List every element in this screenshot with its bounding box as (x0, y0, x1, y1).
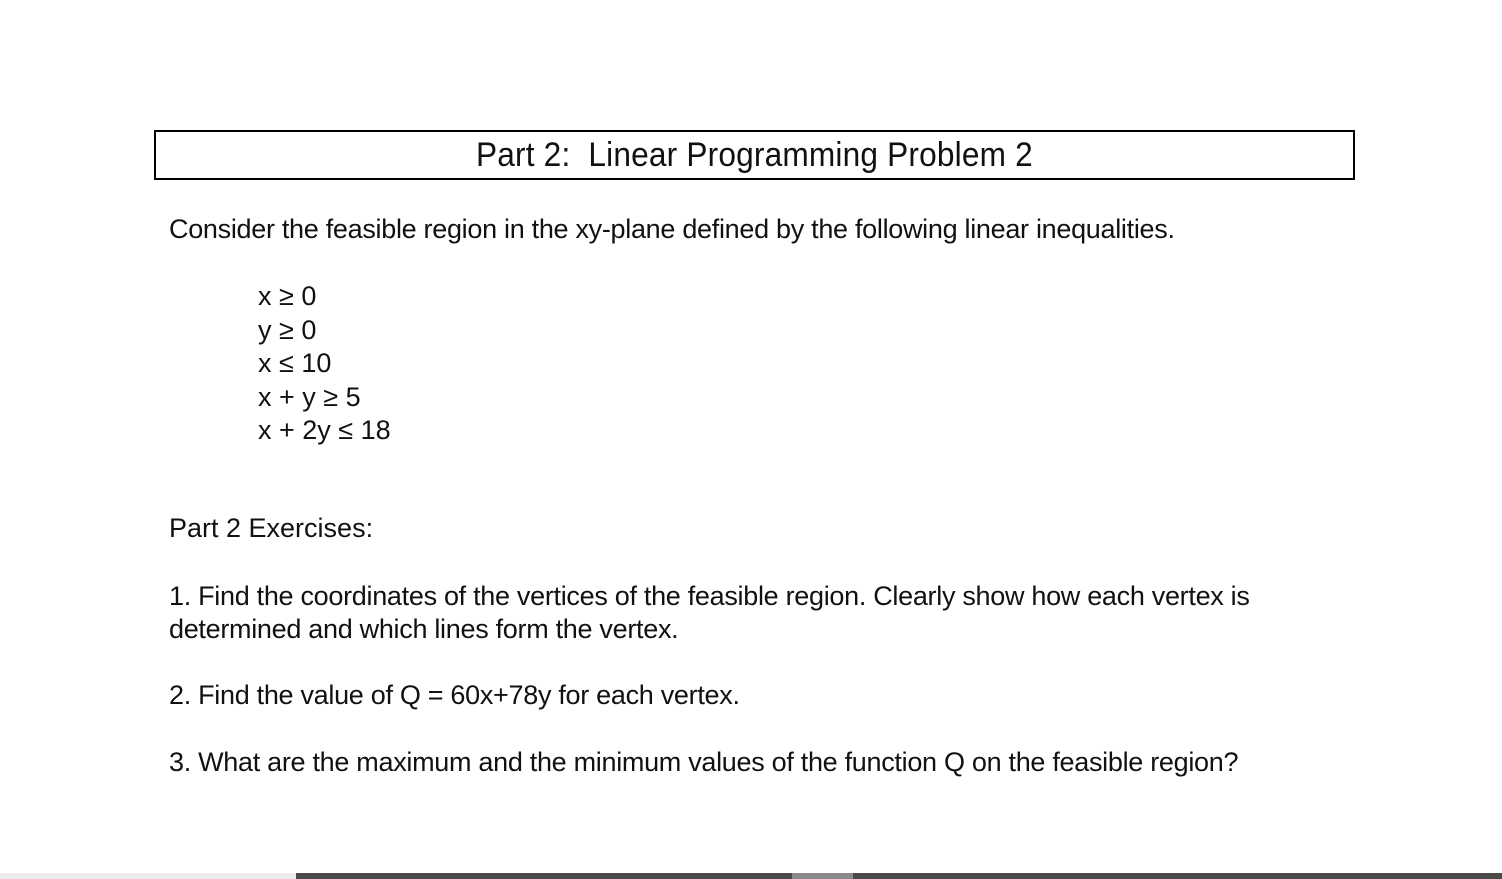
constraint-item: x ≥ 0 (258, 281, 317, 311)
constraint-item: y ≥ 0 (258, 314, 317, 345)
page-title: Part 2: Linear Programming Problem 2 (476, 136, 1033, 174)
exercises-heading: Part 2 Exercises: (169, 513, 374, 543)
constraint-item: x + 2y ≤ 18 (258, 415, 391, 445)
exercise-item: 2. Find the value of Q = 60x+78y for each vertex. (169, 680, 740, 710)
exercise-item: 3. What are the maximum and the minimum values of the function Q on the feasible region? (169, 747, 1239, 777)
constraint-list (258, 280, 391, 448)
title-box (154, 130, 1355, 180)
constraint-item: x ≤ 10 (258, 348, 332, 378)
exercise-item: 1. Find the coordinates of the vertices of the feasible region. Clearly show how each vertex is determined and which lines form the vertex. (169, 581, 1250, 644)
scrollbar-thumb[interactable] (792, 873, 853, 879)
constraint-item: x + y ≥ 5 (258, 381, 361, 412)
intro-text: Consider the feasible region in the xy-plane defined by the following linear inequalities. (169, 214, 1175, 244)
horizontal-scrollbar[interactable] (296, 873, 1502, 879)
